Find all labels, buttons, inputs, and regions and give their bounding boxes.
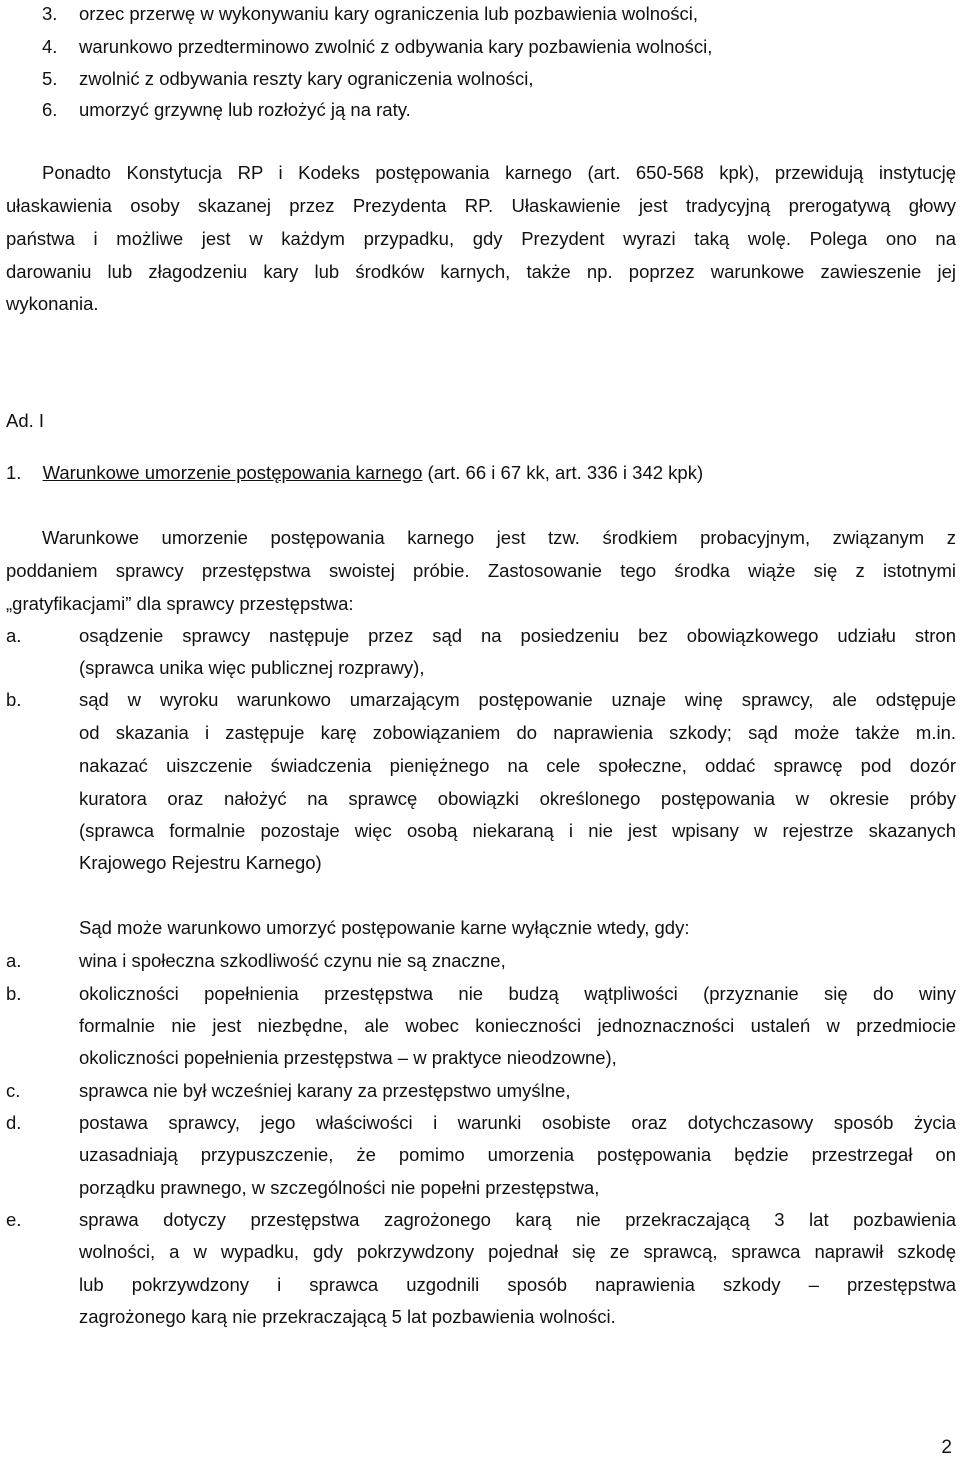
- list-item-line: postawa sprawcy, jego właściwości i warunki osobiste oraz dotychczasowy sposób życia: [79, 1112, 956, 1133]
- list-item: orzec przerwę w wykonywaniu kary ograniczenia lub pozbawienia wolności,: [79, 3, 699, 24]
- list-item-line: zagrożonego karą nie przekraczającą 5 lat pozbawienia wolności.: [79, 1306, 616, 1327]
- list-item: umorzyć grzywnę lub rozłożyć ją na raty.: [79, 99, 411, 120]
- list-item-line: Krajowego Rejestru Karnego): [79, 852, 322, 873]
- list-number: 6.: [42, 99, 58, 120]
- list-letter: a.: [6, 950, 22, 971]
- subsection-number: 1.: [6, 462, 22, 483]
- list-item: zwolnić z odbywania reszty kary ograniczenia wolności,: [79, 68, 534, 89]
- list-letter: e.: [6, 1209, 22, 1230]
- subsection-title: Warunkowe umorzenie postępowania karnego: [42, 462, 423, 483]
- list-item-line: (sprawca formalnie pozostaje więc osobą niekaraną i nie jest wpisany w rejestrze skazanych: [79, 820, 956, 841]
- list-item-line: okoliczności popełnienia przestępstwa nie budzą wątpliwości (przyznanie się do winy: [79, 983, 956, 1004]
- list-item-line: wina i społeczna szkodliwość czynu nie są znaczne,: [79, 950, 506, 971]
- list-item-line: nakazać uiszczenie świadczenia pieniężnego na cele społeczne, oddać sprawcę pod dozór: [79, 755, 956, 776]
- paragraph-line: „gratyfikacjami” dla sprawcy przestępstwa:: [6, 593, 354, 614]
- list-number: 3.: [42, 3, 58, 24]
- conditions-intro: Sąd może warunkowo umorzyć postępowanie karne wyłącznie wtedy, gdy:: [79, 917, 690, 938]
- paragraph-line: państwa i możliwe jest w każdym przypadku, gdy Prezydent wyrazi taką wolę. Polega ono na: [6, 228, 956, 249]
- paragraph-line: darowaniu lub złagodzeniu kary lub środków karnych, także np. poprzez warunkowe zawieszenie jej: [6, 261, 956, 282]
- list-number: 5.: [42, 68, 58, 89]
- list-item-line: sąd w wyroku warunkowo umarzającym postępowanie uznaje winę sprawcy, ale odstępuje: [79, 689, 956, 710]
- paragraph-line: wykonania.: [6, 293, 99, 314]
- list-letter: c.: [6, 1080, 21, 1101]
- list-item-line: lub pokrzywdzony i sprawca uzgodnili sposób naprawienia szkody – przestępstwa: [79, 1274, 956, 1295]
- list-item-line: sprawa dotyczy przestępstwa zagrożonego karą nie przekraczającą 3 lat pozbawienia: [79, 1209, 956, 1230]
- list-letter: d.: [6, 1112, 22, 1133]
- list-item-line: osądzenie sprawcy następuje przez sąd na posiedzeniu bez obowiązkowego udziału stron: [79, 625, 956, 646]
- list-item-line: formalnie nie jest niezbędne, ale wobec konieczności jednoznaczności ustaleń w przedmiocie: [79, 1015, 956, 1036]
- list-letter: b.: [6, 689, 22, 710]
- list-item-line: wolności, a w wypadku, gdy pokrzywdzony pojednał się ze sprawcą, sprawca naprawił szkodę: [79, 1241, 956, 1262]
- list-item-line: kuratora oraz nałożyć na sprawcę obowiązki określonego postępowania w okresie próby: [79, 788, 956, 809]
- list-letter: a.: [6, 625, 22, 646]
- paragraph-line: poddaniem sprawcy przestępstwa swoistej próbie. Zastosowanie tego środka wiąże się z istotnymi: [6, 560, 956, 581]
- list-item-line: okoliczności popełnienia przestępstwa – w praktyce nieodzowne),: [79, 1047, 617, 1068]
- list-letter: b.: [6, 983, 22, 1004]
- list-item-line: uzasadniają przypuszczenie, że pomimo umorzenia postępowania będzie przestrzegał on: [79, 1144, 956, 1165]
- paragraph-line: Warunkowe umorzenie postępowania karnego jest tzw. środkiem probacyjnym, związanym z: [42, 527, 956, 548]
- subsection-heading: [6, 462, 703, 484]
- page-number: 2: [941, 1437, 952, 1458]
- list-number: 4.: [42, 36, 58, 57]
- list-item-line: sprawca nie był wcześniej karany za przestępstwo umyślne,: [79, 1080, 571, 1101]
- list-item-line: porządku prawnego, w szczególności nie popełni przestępstwa,: [79, 1177, 600, 1198]
- section-heading: Ad. I: [6, 410, 45, 431]
- list-item-line: (sprawca unika więc publicznej rozprawy),: [79, 657, 425, 678]
- list-item-line: od skazania i zastępuje karę zobowiązaniem do naprawienia szkody; sąd może także m.in.: [79, 722, 956, 743]
- subsection-reference: (art. 66 i 67 kk, art. 336 i 342 kpk): [422, 462, 704, 483]
- paragraph-line: Ponadto Konstytucja RP i Kodeks postępowania karnego (art. 650-568 kpk), przewidują instytucję: [42, 162, 956, 183]
- paragraph-line: ułaskawienia osoby skazanej przez Prezydenta RP. Ułaskawienie jest tradycyjną prerogatywą głowy: [6, 195, 956, 216]
- list-item: warunkowo przedterminowo zwolnić z odbywania kary pozbawienia wolności,: [79, 36, 713, 57]
